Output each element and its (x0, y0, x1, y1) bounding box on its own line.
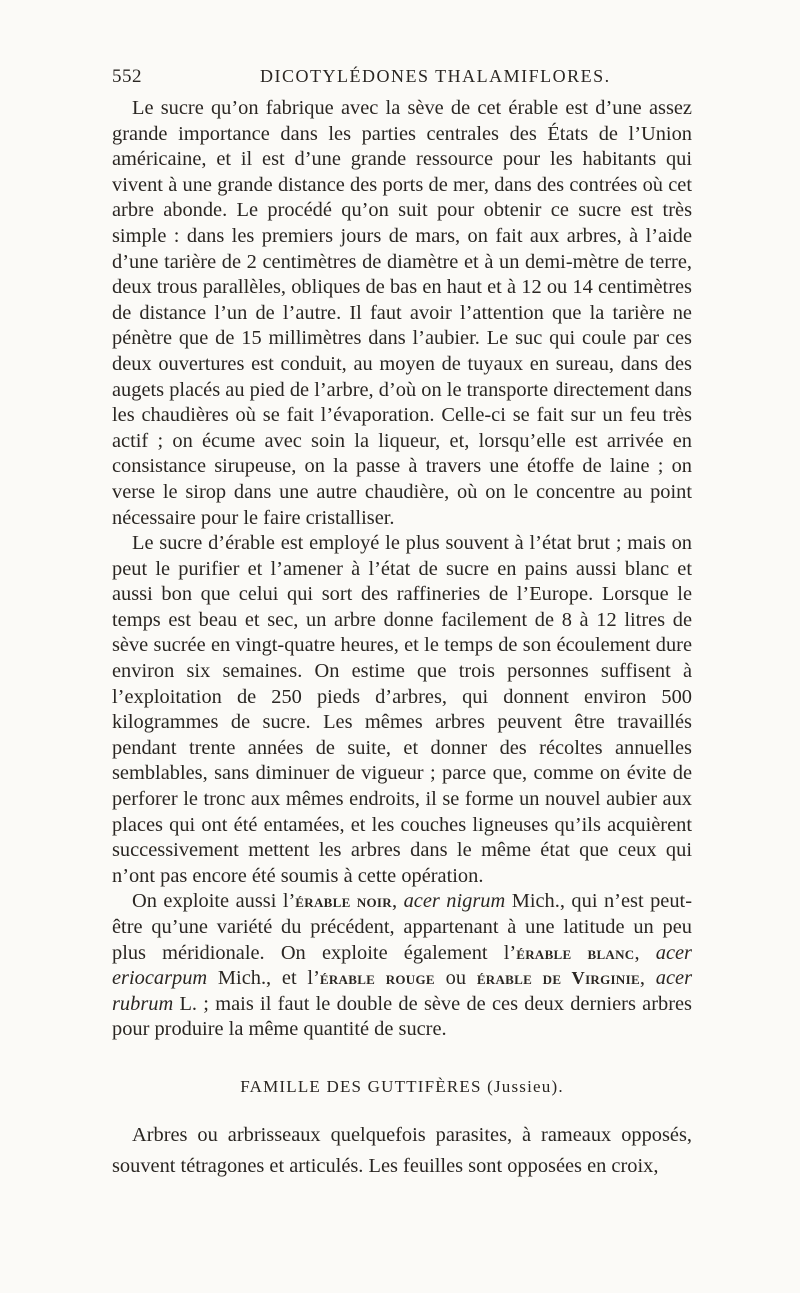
text-run: On exploite aussi l’ (132, 890, 296, 913)
paragraph-sugar-production: Le sucre qu’on fabrique avec la sève de cet érable est d’une assez grande importance dans les parties centrales des États de l’Union américaine, et il est d’une grande ressource pour les habitants qui vivent à une grande distance des ports de mer, dans des contrées où cet arbre abonde. Le procédé qu’on suit pour obtenir ce sucre est très simple : dans les premiers jours de mars, on fait aux arbres, à l’aide d’une tarière de 2 centimètres de diamètre et à un demi-mètre de terre, deux trous parallèles, obliques de bas en haut et à 12 ou 14 centimètres de distance l’un de l’autre. Il faut avoir l’attention que la tarière ne pénètre que de 15 millimètres dans l’aubier. Le suc qui coule par ces deux ouvertures est conduit, au moyen de tuyaux en sureau, dans des augets placés au pied de l’arbre, d’où on le transporte directement dans les chaudières où se fait l’évaporation. Celle-ci se fait sur un feu très actif ; on écume avec soin la liqueur, et, lorsqu’elle est arrivée en consistance sirupeuse, on la passe à travers une étoffe de laine ; on verse le sirop dans une autre chaudière, où on le concentre au point nécessaire pour le faire cristalliser. (112, 97, 692, 529)
text-run: Mich., et l’ (207, 967, 320, 990)
text-run: , (639, 967, 656, 990)
species-name: érable rouge (319, 968, 435, 989)
species-name: érable blanc (516, 942, 635, 963)
paragraph-guttiferes: Arbres ou arbrisseaux quelquefois parasites, à rameaux opposés, souvent tétragones et articulés. Les feuilles sont opposées en croix, (112, 1124, 692, 1177)
species-name: érable de Virginie (476, 968, 640, 989)
text-run: L. ; mais il faut le double de sève de ces deux derniers arbres pour produire la même quantité de sucre. (112, 992, 692, 1041)
body-text (112, 96, 692, 1043)
section-heading: FAMILLE DES GUTTIFÈRES (Jussieu). (240, 1077, 564, 1096)
latin-name: acer rubrum (112, 967, 693, 1015)
page-header (112, 66, 692, 96)
running-title: DICOTYLÉDONES THALAMIFLORES. (260, 66, 611, 86)
text-run: ou (434, 967, 477, 990)
page-number: 552 (112, 66, 142, 87)
species-name: érable noir (295, 891, 392, 912)
latin-name: acer nigrum (403, 890, 506, 913)
text-run: , (634, 941, 656, 964)
paragraph-other-maples (112, 889, 692, 1043)
text-run: Mich., qui n’est peut-être qu’une variété du précédent, appartenant à une latitude un peu plus méridionale. On exploite également l’ (112, 890, 692, 964)
latin-name: acer eriocarpum (112, 941, 692, 990)
paragraph-sugar-use: Le sucre d’érable est employé le plus souvent à l’état brut ; mais on peut le purifier et l’amener à l’état de sucre en pains aussi blanc et aussi bon que celui qui sort des raffineries de l’Europe. Lorsque le temps est beau et sec, un arbre donne facilement de 8 à 12 litres de sève sucrée en vingt-quatre heures, et le temps de son écoulement dure environ six semaines. On estime que trois personnes suffisent à l’exploitation de 250 pieds d’arbres, qui donnent environ 500 kilogrammes de sucre. Les mêmes arbres peuvent être travaillés pendant trente années de suite, et donner des récoltes annuelles semblables, sans diminuer de vigueur ; parce que, comme on évite de perforer le tronc aux mêmes endroits, il se forme un nouvel aubier aux places qui ont été entamées, et les couches ligneuses qu’ils acquièrent successivement mettent les arbres dans le même état que ceux qui n’ont pas encore été soumis à cette opération. (112, 532, 692, 887)
section-text (112, 1120, 692, 1182)
text-run: , (391, 890, 404, 913)
